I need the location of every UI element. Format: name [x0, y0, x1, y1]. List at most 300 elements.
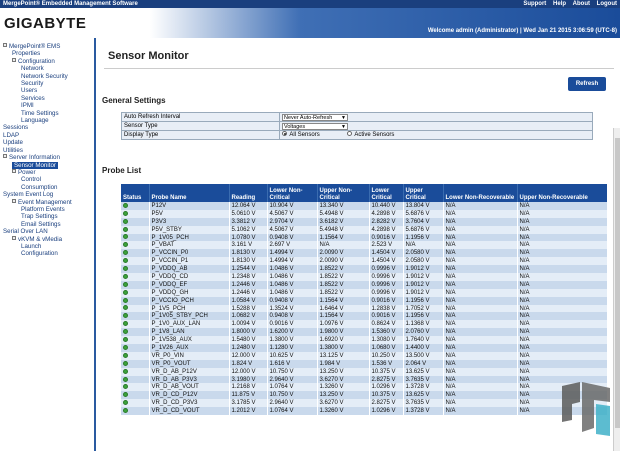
probe-cell: 1.5360 V — [369, 328, 403, 336]
probe-cell: 2.0090 V — [317, 249, 369, 257]
status-cell — [121, 234, 149, 242]
sidebar-item[interactable] — [0, 87, 94, 94]
probe-cell: VR_D_AB_P12V — [149, 368, 229, 376]
probe-cell: N/A — [443, 383, 517, 391]
column-header: Status — [121, 184, 149, 202]
sidebar-item[interactable] — [0, 102, 94, 109]
probe-cell: 1.2168 V — [229, 383, 267, 391]
probe-cell: 1.3260 V — [317, 407, 369, 415]
probe-cell: 1.6920 V — [317, 336, 369, 344]
sidebar-item[interactable] — [0, 176, 94, 183]
sidebar-item-label: Update — [3, 139, 23, 147]
probe-cell: 1.7052 V — [403, 305, 443, 313]
probe-cell: 0.9016 V — [369, 297, 403, 305]
sidebar-item[interactable] — [0, 147, 94, 154]
probe-cell: N/A — [517, 336, 607, 344]
sidebar-item[interactable] — [0, 250, 94, 257]
status-cell — [121, 352, 149, 360]
probe-row — [121, 257, 607, 265]
probe-cell: 1.9012 V — [403, 273, 443, 281]
probe-cell: P_VBAT — [149, 241, 229, 249]
probe-cell: 3.6182 V — [317, 218, 369, 226]
sidebar-item-label: Users — [21, 87, 38, 95]
watermark-logo-icon — [558, 380, 613, 440]
probe-cell: 1.0764 V — [267, 383, 317, 391]
about-link[interactable]: About — [572, 1, 590, 7]
sidebar-item[interactable] — [0, 213, 94, 220]
probe-cell: P5V — [149, 210, 229, 218]
probe-cell: 1.0486 V — [267, 281, 317, 289]
sidebar-item[interactable] — [0, 206, 94, 213]
probe-cell: 1.0094 V — [229, 320, 267, 328]
probe-list-container — [121, 184, 607, 451]
probe-cell: 5.4948 V — [317, 226, 369, 234]
probe-cell: 1.8522 V — [317, 273, 369, 281]
probe-cell: 4.2898 V — [369, 226, 403, 234]
probe-cell: 1.1956 V — [403, 234, 443, 242]
probe-cell: 12.064 V — [229, 202, 267, 210]
tree-toggle-icon[interactable] — [3, 43, 7, 47]
probe-cell: 2.0760 V — [403, 328, 443, 336]
probe-cell: N/A — [517, 289, 607, 297]
status-cell — [121, 226, 149, 234]
status-cell — [121, 391, 149, 399]
probe-cell: 10.440 V — [369, 202, 403, 210]
probe-cell: N/A — [443, 368, 517, 376]
status-cell — [121, 376, 149, 384]
probe-cell: 13.625 V — [403, 391, 443, 399]
probe-list-title: Probe List — [102, 166, 142, 175]
probe-cell: 1.984 V — [317, 360, 369, 368]
sidebar-item-label: Network — [21, 65, 44, 73]
probe-cell: N/A — [443, 360, 517, 368]
probe-cell: 1.2446 V — [229, 281, 267, 289]
status-cell — [121, 368, 149, 376]
probe-cell: 1.4994 V — [267, 257, 317, 265]
probe-cell: 2.0580 V — [403, 249, 443, 257]
probe-cell: VR_D_CD_P12V — [149, 391, 229, 399]
column-header: Lower Non-Recoverable — [443, 184, 517, 202]
sidebar-item-label: Power — [18, 168, 36, 176]
probe-cell: 1.0486 V — [267, 289, 317, 297]
probe-cell: P_1V538_AUX — [149, 336, 229, 344]
status-ok-icon — [123, 234, 128, 239]
sidebar-item[interactable] — [0, 228, 94, 235]
probe-row — [121, 297, 607, 305]
sidebar-item[interactable] — [0, 65, 94, 72]
probe-cell: 11.875 V — [229, 391, 267, 399]
probe-cell: VR_D_CD_P3V3 — [149, 399, 229, 407]
probe-cell: 3.7635 V — [403, 399, 443, 407]
sidebar-item[interactable] — [0, 162, 94, 169]
probe-cell: 1.5288 V — [229, 305, 267, 313]
probe-cell: 1.2544 V — [229, 265, 267, 273]
status-ok-icon — [123, 266, 128, 271]
probe-cell: 2.8275 V — [369, 376, 403, 384]
header — [0, 8, 620, 38]
sidebar-item[interactable] — [0, 199, 94, 206]
probe-cell: 1.4504 V — [369, 249, 403, 257]
tree-toggle-icon[interactable] — [12, 199, 16, 203]
probe-cell: N/A — [443, 352, 517, 360]
status-cell — [121, 202, 149, 210]
nav-tree — [0, 43, 94, 258]
status-ok-icon — [123, 337, 128, 342]
probe-row — [121, 336, 607, 344]
sidebar — [0, 38, 96, 451]
sidebar-item[interactable] — [0, 169, 94, 176]
probe-row — [121, 383, 607, 391]
probe-cell: 1.3800 V — [317, 344, 369, 352]
probe-cell: 12.000 V — [229, 352, 267, 360]
probe-cell: 3.3812 V — [229, 218, 267, 226]
sidebar-item-label: Serial Over LAN — [3, 228, 48, 236]
probe-cell: N/A — [317, 241, 369, 249]
probe-cell: N/A — [443, 399, 517, 407]
probe-cell: 1.0764 V — [267, 407, 317, 415]
probe-cell: 3.7635 V — [403, 376, 443, 384]
status-cell — [121, 407, 149, 415]
probe-cell: P_VDDQ_AB — [149, 265, 229, 273]
status-ok-icon — [123, 282, 128, 287]
probe-cell: 0.9996 V — [369, 281, 403, 289]
probe-cell: N/A — [443, 312, 517, 320]
tree-toggle-icon[interactable] — [12, 236, 16, 240]
sidebar-item-label: vKVM & vMedia — [18, 235, 63, 243]
status-cell — [121, 210, 149, 218]
probe-cell: 2.9640 V — [267, 399, 317, 407]
probe-cell: 0.9996 V — [369, 265, 403, 273]
probe-cell: P12V — [149, 202, 229, 210]
probe-row — [121, 226, 607, 234]
probe-cell: P_1V5_PCH — [149, 305, 229, 313]
probe-cell: P5V_STBY — [149, 226, 229, 234]
probe-cell: 1.3728 V — [403, 407, 443, 415]
probe-row — [121, 281, 607, 289]
probe-row — [121, 202, 607, 210]
sidebar-item-label: Configuration — [21, 250, 58, 258]
probe-cell: 1.0780 V — [229, 234, 267, 242]
probe-cell: P_VDDQ_CD — [149, 273, 229, 281]
probe-cell: 1.3260 V — [317, 383, 369, 391]
welcome-text: Welcome admin (Administrator) | Wed Jan 21 2015 3:06:59 (UTC-8) — [427, 28, 617, 34]
probe-cell: 1.9012 V — [403, 265, 443, 273]
sidebar-item[interactable] — [0, 139, 94, 146]
probe-cell: 1.3524 V — [267, 305, 317, 313]
probe-cell: 1.0584 V — [229, 297, 267, 305]
probe-cell: 1.2838 V — [369, 305, 403, 313]
probe-cell: N/A — [517, 305, 607, 313]
status-cell — [121, 265, 149, 273]
probe-row — [121, 360, 607, 368]
probe-table-header — [121, 184, 607, 202]
sidebar-item[interactable] — [0, 132, 94, 139]
probe-cell: N/A — [517, 218, 607, 226]
top-links — [518, 0, 617, 8]
probe-cell: 4.5067 V — [267, 226, 317, 234]
sidebar-item[interactable] — [0, 110, 94, 117]
probe-row — [121, 376, 607, 384]
probe-cell: N/A — [443, 305, 517, 313]
sidebar-item[interactable] — [0, 80, 94, 87]
tree-toggle-icon[interactable] — [3, 154, 7, 158]
probe-cell: 0.9016 V — [369, 234, 403, 242]
status-ok-icon — [123, 369, 128, 374]
sidebar-item[interactable] — [0, 191, 94, 198]
probe-cell: 1.8522 V — [317, 281, 369, 289]
probe-cell: VR_D_AB_P3V3 — [149, 376, 229, 384]
probe-cell: 1.9012 V — [403, 289, 443, 297]
probe-cell: VR_D_CD_VOUT — [149, 407, 229, 415]
probe-cell: N/A — [443, 218, 517, 226]
sidebar-item[interactable] — [0, 50, 94, 57]
probe-cell: N/A — [517, 376, 607, 384]
probe-cell: 2.9704 V — [267, 218, 317, 226]
probe-cell: 10.625 V — [267, 352, 317, 360]
chevron-down-icon: ▼ — [341, 123, 346, 130]
probe-cell: 0.9408 V — [267, 297, 317, 305]
probe-cell: N/A — [443, 328, 517, 336]
status-cell — [121, 320, 149, 328]
probe-cell: N/A — [443, 344, 517, 352]
divider — [104, 68, 614, 69]
main-content — [98, 38, 620, 451]
probe-cell: P3V3 — [149, 218, 229, 226]
probe-row — [121, 273, 607, 281]
sidebar-item-label: Services — [21, 94, 45, 102]
probe-cell: 10.375 V — [369, 368, 403, 376]
sensor-type-label: Sensor Type — [122, 122, 280, 131]
all-sensors-radio[interactable] — [282, 131, 287, 136]
probe-cell: P_1V05_STBY_PCH — [149, 312, 229, 320]
probe-cell: 2.697 V — [267, 241, 317, 249]
status-cell — [121, 360, 149, 368]
probe-cell: 1.6200 V — [267, 328, 317, 336]
probe-cell: N/A — [443, 257, 517, 265]
status-ok-icon — [123, 321, 128, 326]
status-ok-icon — [123, 203, 128, 208]
status-ok-icon — [123, 305, 128, 310]
status-ok-icon — [123, 250, 128, 255]
probe-cell: 5.6876 V — [403, 210, 443, 218]
probe-cell: N/A — [517, 368, 607, 376]
probe-cell: N/A — [517, 352, 607, 360]
probe-cell: N/A — [443, 376, 517, 384]
sidebar-item-label: Properties — [12, 50, 41, 58]
probe-cell: 13.804 V — [403, 202, 443, 210]
chevron-down-icon: ▼ — [341, 114, 346, 121]
status-ok-icon — [123, 329, 128, 334]
probe-cell: N/A — [517, 265, 607, 273]
probe-cell: 13.500 V — [403, 352, 443, 360]
status-cell — [121, 399, 149, 407]
probe-cell: 0.9016 V — [267, 320, 317, 328]
probe-cell: 1.8522 V — [317, 265, 369, 273]
status-ok-icon — [123, 392, 128, 397]
sensor-type-value: Voltages — [284, 123, 306, 130]
probe-cell: N/A — [517, 407, 607, 415]
sidebar-item-label: LDAP — [3, 131, 20, 139]
refresh-button[interactable]: Refresh — [568, 77, 606, 91]
probe-row — [121, 210, 607, 218]
probe-cell: 3.161 V — [229, 241, 267, 249]
probe-cell: 1.0682 V — [229, 312, 267, 320]
probe-cell: P_VDDQ_EF — [149, 281, 229, 289]
help-link[interactable]: Help — [552, 1, 566, 7]
status-ok-icon — [123, 377, 128, 382]
tree-toggle-icon[interactable] — [12, 58, 16, 62]
probe-cell: 1.0296 V — [369, 383, 403, 391]
probe-row — [121, 234, 607, 242]
probe-cell: 1.1368 V — [403, 320, 443, 328]
sidebar-item[interactable] — [0, 58, 94, 65]
tree-toggle-icon[interactable] — [12, 169, 16, 173]
probe-row — [121, 320, 607, 328]
sidebar-item[interactable] — [0, 184, 94, 191]
sidebar-item-label: Utilities — [3, 146, 23, 154]
probe-cell: 3.1785 V — [229, 399, 267, 407]
status-cell — [121, 273, 149, 281]
probe-cell: N/A — [443, 320, 517, 328]
sidebar-item-label: Language — [21, 117, 49, 125]
probe-cell: 4.2898 V — [369, 210, 403, 218]
status-ok-icon — [123, 242, 128, 247]
probe-cell: N/A — [443, 210, 517, 218]
sidebar-item[interactable] — [0, 95, 94, 102]
column-header: Lower Non-Critical — [267, 184, 317, 202]
probe-cell: 0.9016 V — [369, 312, 403, 320]
probe-cell: N/A — [443, 241, 517, 249]
probe-row — [121, 399, 607, 407]
general-settings-table — [121, 112, 593, 140]
sidebar-item[interactable] — [0, 236, 94, 243]
status-cell — [121, 336, 149, 344]
probe-cell: 1.536 V — [369, 360, 403, 368]
probe-cell: 2.8275 V — [369, 399, 403, 407]
probe-cell: N/A — [517, 297, 607, 305]
status-cell — [121, 297, 149, 305]
probe-cell: 13.250 V — [317, 391, 369, 399]
probe-cell: 1.5480 V — [229, 336, 267, 344]
probe-cell: 1.8522 V — [317, 289, 369, 297]
probe-cell: 10.904 V — [267, 202, 317, 210]
probe-cell: N/A — [517, 399, 607, 407]
probe-cell: 0.8624 V — [369, 320, 403, 328]
scrollbar-thumb[interactable] — [615, 138, 620, 428]
probe-cell: P_VDDQ_GH — [149, 289, 229, 297]
auto-refresh-select[interactable] — [282, 114, 348, 121]
probe-cell: 10.750 V — [267, 391, 317, 399]
probe-row — [121, 249, 607, 257]
column-header: Upper Non-Recoverable — [517, 184, 607, 202]
status-cell — [121, 312, 149, 320]
status-ok-icon — [123, 227, 128, 232]
probe-cell: 2.523 V — [369, 241, 403, 249]
probe-cell: 4.5067 V — [267, 210, 317, 218]
probe-cell: P_1V0_AUX_LAN — [149, 320, 229, 328]
sidebar-item-label: Sessions — [3, 124, 29, 132]
probe-cell: 13.250 V — [317, 368, 369, 376]
probe-row — [121, 312, 607, 320]
vertical-scrollbar[interactable] — [613, 128, 620, 451]
sidebar-item[interactable] — [0, 124, 94, 131]
probe-cell: P_1V26_AUX — [149, 344, 229, 352]
probe-cell: N/A — [443, 289, 517, 297]
sidebar-item[interactable] — [0, 117, 94, 124]
sidebar-item[interactable] — [0, 154, 94, 161]
probe-row — [121, 407, 607, 415]
probe-cell: 13.125 V — [317, 352, 369, 360]
probe-cell: 1.9012 V — [403, 281, 443, 289]
probe-cell: 1.2446 V — [229, 289, 267, 297]
sidebar-item-label: Trap Settings — [21, 213, 58, 221]
sidebar-item-label: Sensor Monitor — [14, 161, 56, 169]
probe-cell: 1.4504 V — [369, 257, 403, 265]
status-cell — [121, 241, 149, 249]
probe-cell: P_VCCIN_P0 — [149, 249, 229, 257]
probe-cell: N/A — [443, 265, 517, 273]
probe-cell: N/A — [517, 249, 607, 257]
logout-link[interactable]: Logout — [596, 1, 617, 7]
probe-cell: 1.824 V — [229, 360, 267, 368]
probe-cell: 1.8000 V — [229, 328, 267, 336]
sidebar-item-label: MergePoint® EMS — [9, 43, 61, 50]
probe-row — [121, 305, 607, 313]
probe-cell: P_VCCIO_PCH — [149, 297, 229, 305]
probe-cell: 5.1062 V — [229, 226, 267, 234]
probe-cell: 13.625 V — [403, 368, 443, 376]
support-link[interactable]: Support — [523, 1, 547, 7]
probe-cell: 5.6876 V — [403, 226, 443, 234]
probe-cell: 1.0680 V — [369, 344, 403, 352]
column-header: Upper Non-Critical — [317, 184, 369, 202]
sensor-type-select[interactable] — [282, 123, 348, 130]
sidebar-item[interactable] — [0, 73, 94, 80]
probe-cell: 0.9996 V — [369, 289, 403, 297]
sidebar-item-label: Email Settings — [21, 220, 61, 228]
status-ok-icon — [123, 298, 128, 303]
column-header: Upper Critical — [403, 184, 443, 202]
probe-cell: 3.6270 V — [317, 399, 369, 407]
sidebar-item[interactable] — [0, 221, 94, 228]
probe-cell: 1.9800 V — [317, 328, 369, 336]
probe-cell: P_VCCIN_P1 — [149, 257, 229, 265]
display-type-label: Display Type — [122, 131, 280, 140]
probe-cell: 1.2480 V — [229, 344, 267, 352]
probe-cell: 0.9408 V — [267, 234, 317, 242]
auto-refresh-value: Never Auto-Refresh — [284, 114, 333, 121]
probe-cell: 1.1956 V — [403, 312, 443, 320]
probe-cell: 1.3800 V — [267, 336, 317, 344]
sidebar-item-label: Server Information — [9, 154, 60, 162]
active-sensors-label: Active Sensors — [354, 132, 395, 139]
probe-cell: P_1V8_LAN — [149, 328, 229, 336]
active-sensors-radio[interactable] — [347, 131, 352, 136]
probe-cell: N/A — [443, 202, 517, 210]
probe-row — [121, 344, 607, 352]
sidebar-item[interactable] — [0, 43, 94, 50]
sidebar-item-label: Launch — [21, 242, 42, 250]
status-cell — [121, 257, 149, 265]
probe-cell: 5.4948 V — [317, 210, 369, 218]
probe-row — [121, 352, 607, 360]
probe-row — [121, 328, 607, 336]
probe-cell: 2.0090 V — [317, 257, 369, 265]
status-ok-icon — [123, 290, 128, 295]
sidebar-item[interactable] — [0, 243, 94, 250]
status-cell — [121, 344, 149, 352]
probe-table-body — [121, 202, 607, 415]
